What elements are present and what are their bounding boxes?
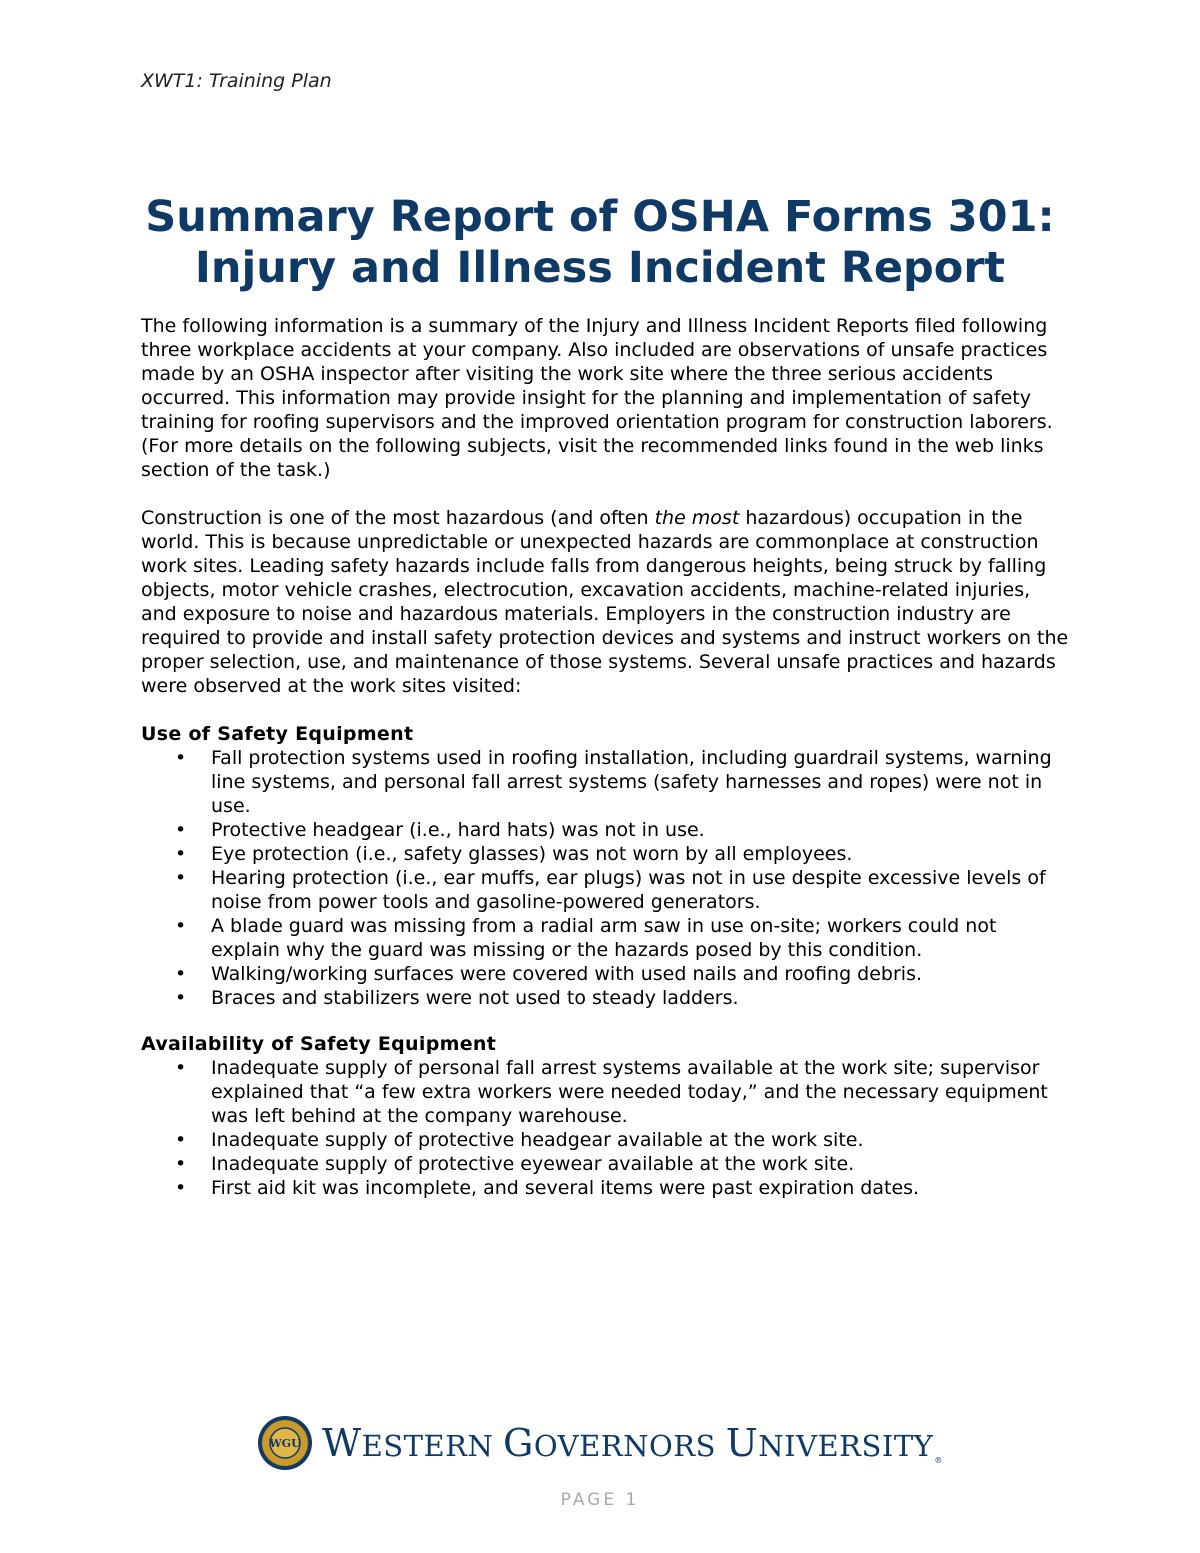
page-title-line-1: Summary Report of OSHA Forms 301: bbox=[145, 192, 1055, 242]
section-heading-availability: Availability of Safety Equipment bbox=[141, 1033, 497, 1055]
wordmark-initial: U bbox=[725, 1421, 759, 1465]
list-item bbox=[141, 1128, 1071, 1152]
list-item bbox=[141, 1176, 1071, 1200]
construction-paragraph-emphasis: the most bbox=[654, 507, 740, 529]
intro-paragraph: The following information is a summary of the Injury and Illness Incident Reports filed following three workplace accidents at your company. Also included are observations of unsafe practices made by an OSHA inspector after visiting the work site where the three serious accidents occurred. This information may provide insight for the planning and implementation of safety training for roofing supervisors and the improved orientation program for construction laborers. (For more details on the following subjects, visit the recommended links found in the web links section of the task.) bbox=[141, 315, 1053, 481]
list-item bbox=[141, 818, 1071, 842]
bullet-icon: • bbox=[175, 747, 187, 769]
bullet-icon: • bbox=[175, 867, 187, 889]
bullet-icon: • bbox=[175, 987, 187, 1009]
page-title-line-2: Injury and Illness Incident Report bbox=[194, 243, 1006, 293]
list-item-text: Inadequate supply of protective headgear available at the work site. bbox=[211, 1129, 864, 1151]
bullet-icon: • bbox=[175, 843, 187, 865]
list-item-text: Inadequate supply of personal fall arrest systems available at the work site; supervisor explained that “a few extra workers were needed today,” and the necessary equipment was left behind at the company warehouse. bbox=[211, 1057, 1048, 1127]
running-header: XWT1: Training Plan bbox=[141, 70, 332, 92]
bullet-icon: • bbox=[175, 915, 187, 937]
list-item-text: Braces and stabilizers were not used to steady ladders. bbox=[211, 987, 739, 1009]
registered-mark: ® bbox=[934, 1456, 943, 1465]
list-item bbox=[141, 746, 1071, 818]
bullet-icon: • bbox=[175, 819, 187, 841]
page-title bbox=[100, 192, 1100, 294]
page-number: PAGE 1 bbox=[560, 1490, 640, 1510]
bullet-icon: • bbox=[175, 1057, 187, 1079]
wordmark-rest: OVERNORS bbox=[533, 1429, 716, 1463]
wordmark-rest: ESTERN bbox=[361, 1429, 494, 1463]
construction-paragraph-text-2: hazardous) occupation in the world. This is because unpredictable or unexpected hazards are commonplace at construction work sites. Leading safety hazards include falls from dangerous heights, being struck by falling objects, motor vehicle crashes, electrocution, excavation accidents, machine-related injuries, and exposure to noise and hazardous materials. Employers in the construction industry are required to provide and install safety protection devices and systems and instruct workers on the proper selection, use, and maintenance of those systems. Several unsafe practices and hazards were observed at the work sites visited: bbox=[141, 507, 1069, 697]
wordmark-initial: G bbox=[503, 1421, 534, 1465]
bullet-icon: • bbox=[175, 1129, 187, 1151]
list-item-text: Fall protection systems used in roofing installation, including guardrail systems, warning line systems, and personal fall arrest systems (safety harnesses and ropes) were not in use. bbox=[211, 747, 1052, 817]
list-item bbox=[141, 1152, 1071, 1176]
list-item-text: Protective headgear (i.e., hard hats) was not in use. bbox=[211, 819, 705, 841]
bullet-list-availability bbox=[141, 1056, 1071, 1200]
list-item bbox=[141, 962, 1071, 986]
wordmark-rest: NIVERSITY bbox=[758, 1429, 934, 1463]
list-item bbox=[141, 986, 1071, 1010]
list-item-text: Eye protection (i.e., safety glasses) was not worn by all employees. bbox=[211, 843, 853, 865]
list-item-text: Inadequate supply of protective eyewear available at the work site. bbox=[211, 1153, 855, 1175]
bullet-icon: • bbox=[175, 1177, 187, 1199]
seal-text: WGU bbox=[269, 1437, 301, 1450]
list-item-text: Hearing protection (i.e., ear muffs, ear plugs) was not in use despite excessive levels of noise from power tools and gasoline-powered generators. bbox=[211, 867, 1046, 913]
university-logo bbox=[257, 1410, 943, 1476]
bullet-list-use bbox=[141, 746, 1071, 1010]
university-seal-icon bbox=[257, 1415, 313, 1471]
list-item bbox=[141, 914, 1071, 962]
bullet-icon: • bbox=[175, 963, 187, 985]
list-item bbox=[141, 842, 1071, 866]
section-heading-use: Use of Safety Equipment bbox=[141, 723, 414, 745]
construction-paragraph-text-1: Construction is one of the most hazardous (and often bbox=[141, 507, 655, 529]
document-body bbox=[141, 314, 1071, 1222]
list-item-text: First aid kit was incomplete, and several items were past expiration dates. bbox=[211, 1177, 920, 1199]
bullet-icon: • bbox=[175, 1153, 187, 1175]
university-wordmark bbox=[322, 1421, 943, 1465]
list-item bbox=[141, 866, 1071, 914]
wordmark-initial: W bbox=[322, 1421, 362, 1465]
construction-paragraph bbox=[141, 506, 1071, 698]
list-item-text: Walking/working surfaces were covered with used nails and roofing debris. bbox=[211, 963, 923, 985]
list-item bbox=[141, 1056, 1071, 1128]
list-item-text: A blade guard was missing from a radial arm saw in use on-site; workers could not explain why the guard was missing or the hazards posed by this condition. bbox=[211, 915, 997, 961]
